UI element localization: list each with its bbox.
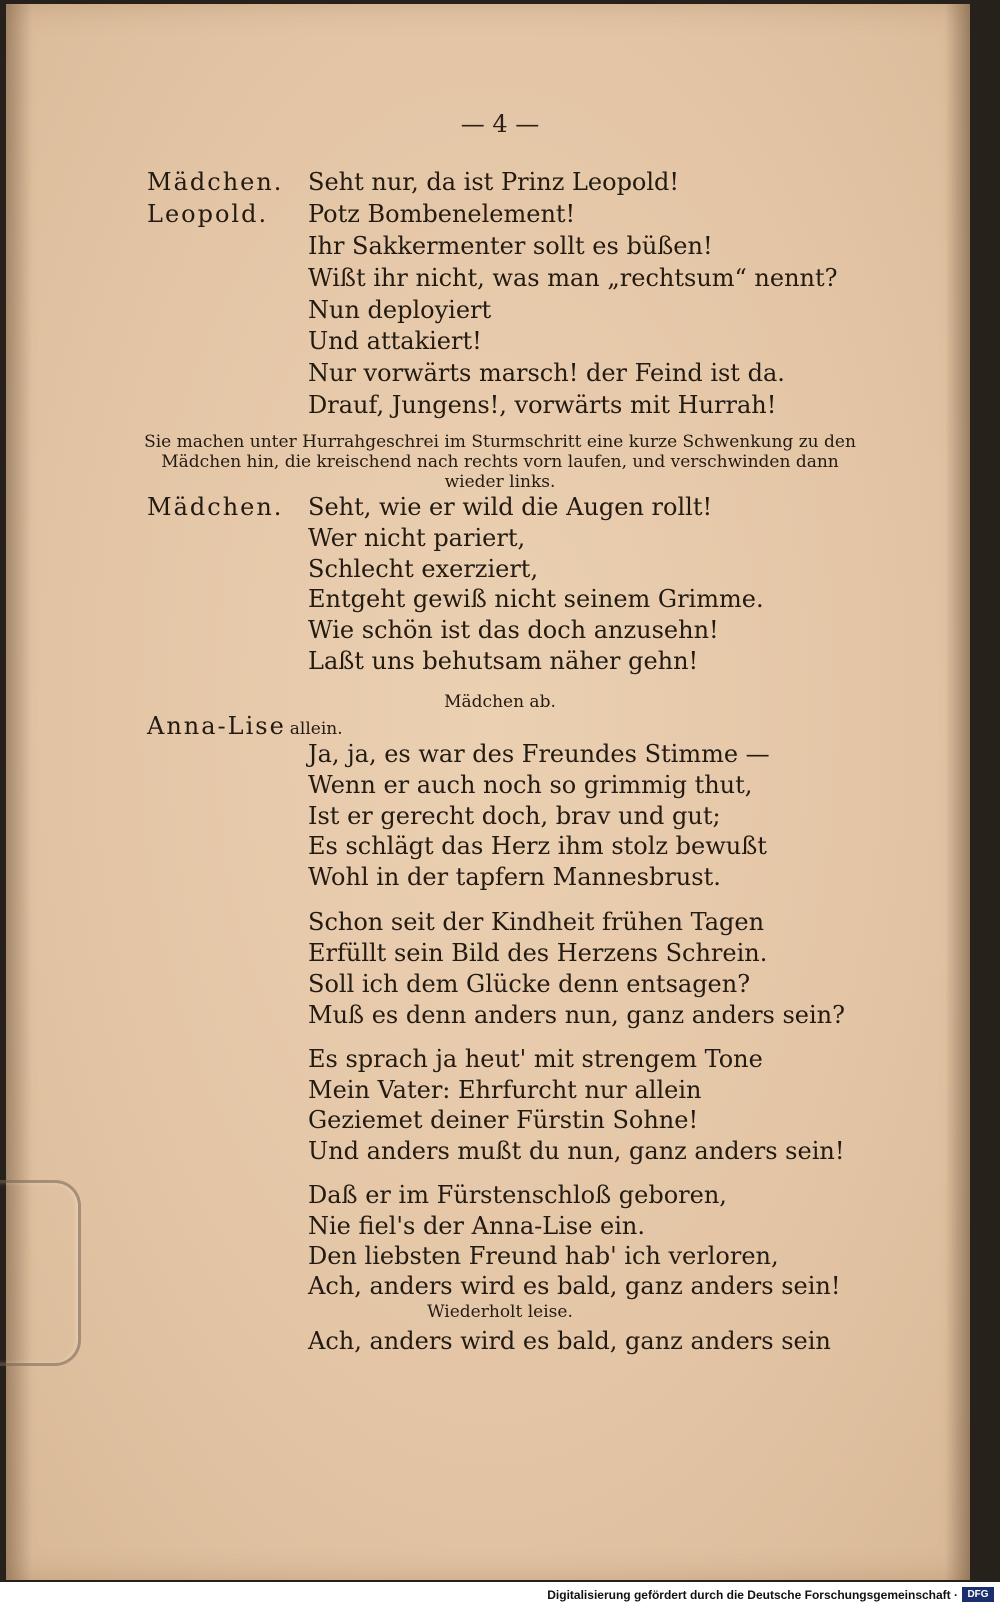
verse-line: Drauf, Jungens!, vorwärts mit Hurrah! <box>308 391 777 419</box>
stage-direction: Mädchen ab. <box>444 692 556 712</box>
verse-line: Nur vorwärts marsch! der Feind ist da. <box>308 359 785 387</box>
digitization-footer <box>0 1582 1000 1610</box>
verse-line: Und anders mußt du nun, ganz anders sein! <box>308 1137 845 1165</box>
speaker-label: Mädchen. <box>147 168 284 196</box>
verse-line: Es schlägt das Herz ihm stolz bewußt <box>308 832 767 860</box>
verse-line: Laßt uns behutsam näher gehn! <box>308 647 699 675</box>
verse-line: Ist er gerecht doch, brav und gut; <box>308 802 721 830</box>
verse-line: Nun deployiert <box>308 296 492 324</box>
verse-line: Wie schön ist das doch anzusehn! <box>308 616 719 644</box>
verse-line: Soll ich dem Glücke denn entsagen? <box>308 970 751 998</box>
speaker-label: Mädchen. <box>147 493 284 521</box>
verse-line: Ja, ja, es war des Freundes Stimme — <box>308 740 770 768</box>
verse-line: Mein Vater: Ehrfurcht nur allein <box>308 1076 702 1104</box>
page-edge-shadow <box>945 4 970 1580</box>
verse-line: Daß er im Fürstenschloß geboren, <box>308 1181 727 1209</box>
verse-line: Schon seit der Kindheit frühen Tagen <box>308 908 765 936</box>
verse-line: Ihr Sakkermenter sollt es büßen! <box>308 232 713 260</box>
verse-line: Potz Bombenelement! <box>308 200 576 228</box>
verse-line: Und attakiert! <box>308 327 482 355</box>
verse-line: Seht nur, da ist Prinz Leopold! <box>308 168 680 196</box>
stage-direction: Wiederholt leise. <box>427 1302 573 1322</box>
verse-line: Nie fiel's der Anna-Lise ein. <box>308 1212 645 1240</box>
stage-direction: Sie machen unter Hurrahgeschrei im Sturmschritt eine kurze Schwenkung zu den Mädchen hin, die kreischend nach rechts vorn laufen, und verschwinden dann wieder links. <box>144 432 856 492</box>
verse-line: Ach, anders wird es bald, ganz anders sein <box>308 1327 831 1355</box>
verse-line: Es sprach ja heut' mit strengem Tone <box>308 1045 763 1073</box>
verse-line: Schlecht exerziert, <box>308 555 539 583</box>
speaker-name: Anna-Lise <box>147 712 286 740</box>
page-number: — 4 — <box>460 110 540 138</box>
verse-line: Geziemet deiner Fürstin Sohne! <box>308 1106 699 1134</box>
speaker-label: Leopold. <box>147 200 269 228</box>
verse-line: Wohl in der tapfern Mannesbrust. <box>308 863 721 891</box>
verse-line: Entgeht gewiß nicht seinem Grimme. <box>308 585 764 613</box>
verse-line: Wißt ihr nicht, was man „rechtsum“ nennt? <box>308 264 838 292</box>
verse-line: Seht, wie er wild die Augen rollt! <box>308 493 713 521</box>
verse-line: Wenn er auch noch so grimmig thut, <box>308 771 753 799</box>
speaker-label <box>147 712 343 740</box>
footer-credit: Digitalisierung gefördert durch die Deutsche Forschungsgemeinschaft · <box>547 1588 958 1602</box>
verse-line: Den liebsten Freund hab' ich verloren, <box>308 1242 779 1270</box>
inline-direction: allein. <box>289 719 343 739</box>
verse-line: Ach, anders wird es bald, ganz anders sein! <box>308 1272 841 1300</box>
dfg-logo-icon: DFG <box>962 1587 994 1602</box>
paper-clip-shadow <box>0 1180 81 1366</box>
verse-line: Erfüllt sein Bild des Herzens Schrein. <box>308 939 768 967</box>
verse-line: Muß es denn anders nun, ganz anders sein? <box>308 1001 845 1029</box>
verse-line: Wer nicht pariert, <box>308 524 526 552</box>
